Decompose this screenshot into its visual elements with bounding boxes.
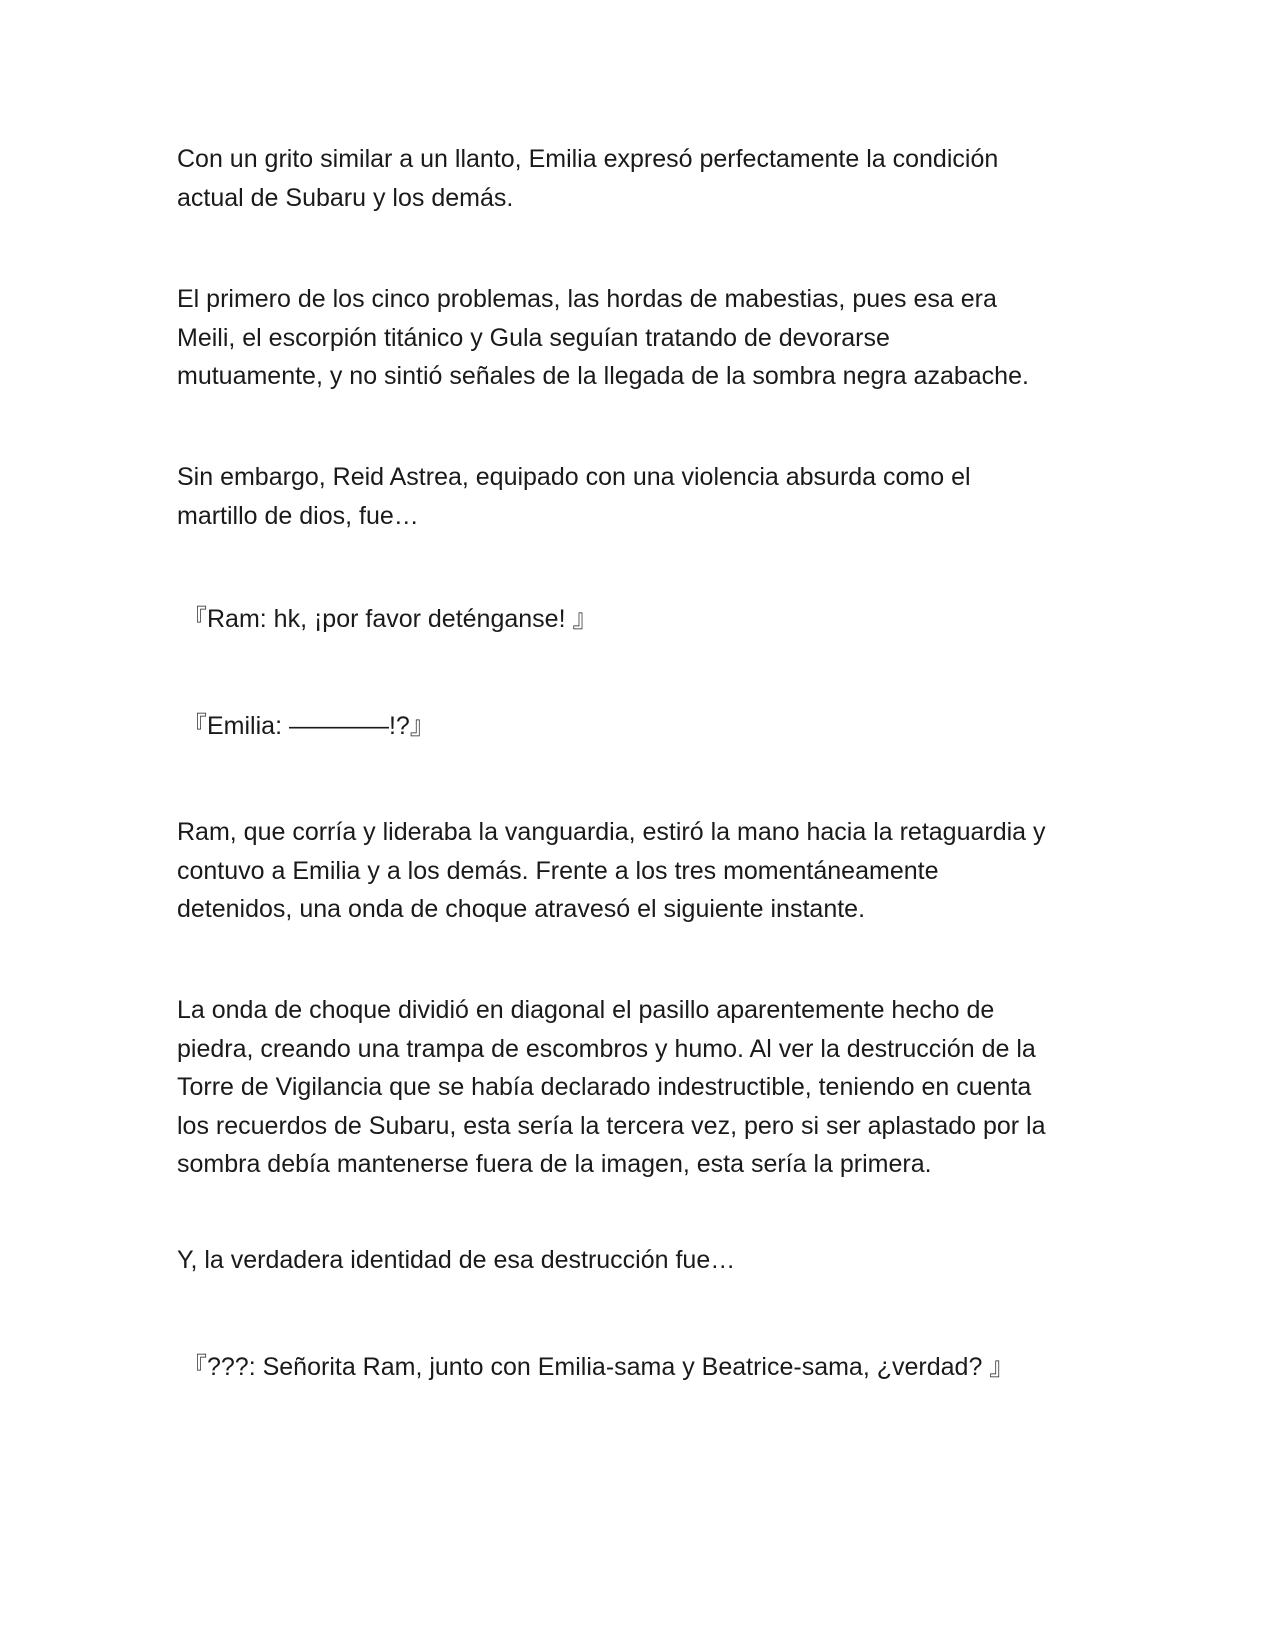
paragraph-line: piedra, creando una trampa de escombros y humo. Al ver la destrucción de la [177, 1034, 1036, 1063]
paragraph-5 [177, 991, 1137, 1184]
paragraph-line: detenidos, una onda de choque atravesó el siguiente instante. [177, 895, 866, 923]
paragraph-line: Torre de Vigilancia que se había declarado indestructible, teniendo en cuenta [177, 1073, 1032, 1101]
paragraph-line: martillo de dios, fue… [177, 501, 419, 530]
paragraph-line: actual de Subaru y los demás. [177, 183, 514, 212]
paragraph-line: sombra debía mantenerse fuera de la imagen, esta sería la primera. [177, 1150, 932, 1178]
dialogue-line: 『???: Señorita Ram, junto con Emilia-sama y Beatrice-sama, ¿verdad? 』 [182, 1353, 1015, 1381]
paragraph-4 [177, 813, 1137, 929]
paragraph-line: Sin embargo, Reid Astrea, equipado con una violencia absurda como el [177, 463, 971, 491]
paragraph-line: Con un grito similar a un llanto, Emilia expresó perfectamente la condición [177, 145, 999, 173]
dialogue-unknown [182, 1348, 1142, 1387]
paragraph-2 [177, 280, 1137, 396]
paragraph-line: Ram, que corría y lideraba la vanguardia, estiró la mano hacia la retaguardia y [177, 818, 1046, 846]
paragraph-6 [177, 1241, 1137, 1280]
dialogue-ram [182, 600, 1142, 639]
paragraph-line: La onda de choque dividió en diagonal el pasillo aparentemente hecho de [177, 996, 995, 1024]
dialogue-line: 『Emilia: ————!?』 [182, 712, 435, 740]
paragraph-1 [177, 140, 1137, 217]
dialogue-emilia [182, 707, 1142, 746]
paragraph-line: contuvo a Emilia y a los demás. Frente a los tres momentáneamente [177, 856, 939, 885]
paragraph-line: mutuamente, y no sintió señales de la llegada de la sombra negra azabache. [177, 362, 1029, 390]
paragraph-3 [177, 458, 1137, 535]
paragraph-line: los recuerdos de Subaru, esta sería la tercera vez, pero si ser aplastado por la [177, 1111, 1046, 1140]
paragraph-line: Meili, el escorpión titánico y Gula seguían tratando de devorarse [177, 323, 890, 352]
paragraph-line: El primero de los cinco problemas, las hordas de mabestias, pues esa era [177, 285, 997, 313]
paragraph-line: Y, la verdadera identidad de esa destrucción fue… [177, 1246, 736, 1274]
dialogue-line: 『Ram: hk, ¡por favor deténganse! 』 [182, 605, 598, 633]
